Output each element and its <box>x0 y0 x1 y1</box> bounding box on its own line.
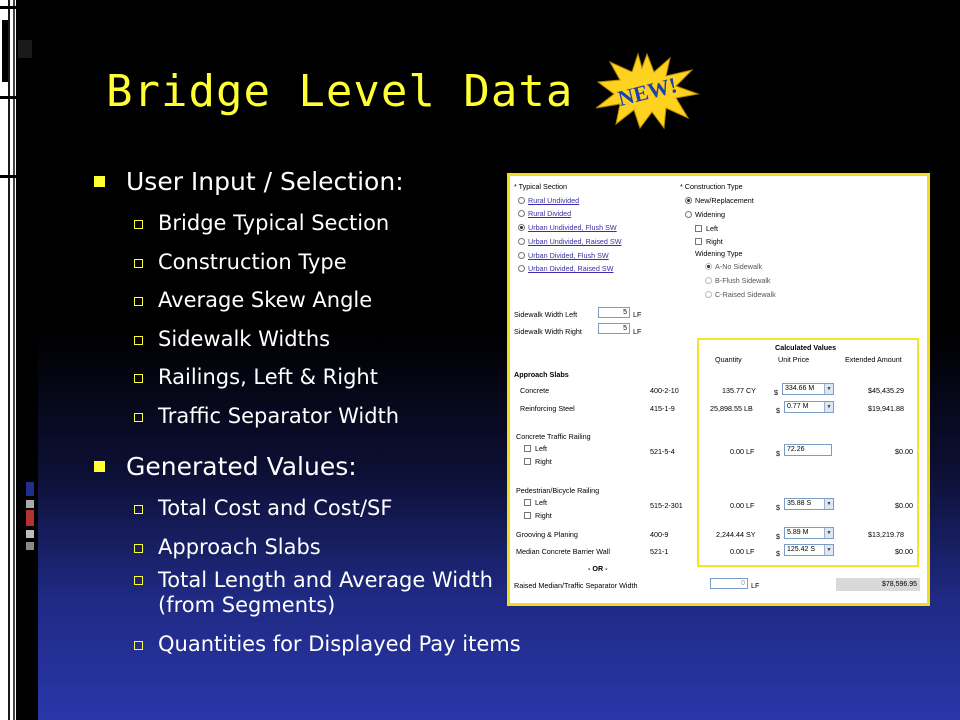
unit-price-input[interactable]: 72.26 <box>784 444 832 456</box>
row-name: Reinforcing Steel <box>520 404 575 413</box>
row-code: 515-2-301 <box>650 501 683 510</box>
bridge-form-screenshot <box>507 173 930 606</box>
checkbox-icon[interactable] <box>524 499 531 506</box>
unit-price-select[interactable]: 5.89 M ▼ <box>784 527 834 539</box>
separator-width-input[interactable]: 0 <box>710 578 748 589</box>
row-dollar: $ <box>776 406 780 415</box>
radio-selected-icon[interactable] <box>518 224 525 231</box>
checkbox-icon[interactable] <box>695 238 702 245</box>
unit-price-select[interactable]: 125.42 S ▼ <box>784 544 834 556</box>
radio-icon[interactable] <box>518 252 525 259</box>
typical-section-option[interactable]: Urban Divided, Flush SW <box>518 251 609 260</box>
col-extended-amount: Extended Amount <box>845 355 902 364</box>
radio-selected-icon[interactable] <box>705 263 712 270</box>
row-qty: 0.00 LF <box>730 547 755 556</box>
sidewalk-left-label: Sidewalk Width Left <box>514 310 578 319</box>
typical-section-option[interactable]: Rural Divided <box>518 209 571 218</box>
radio-icon[interactable] <box>705 277 712 284</box>
new-badge-text: NEW! <box>615 72 680 111</box>
radio-icon[interactable] <box>705 291 712 298</box>
separator-width-label: Raised Median/Traffic Separator Width <box>514 581 638 590</box>
checkbox-icon[interactable] <box>524 458 531 465</box>
widening-right-checkbox[interactable]: Right <box>695 237 723 246</box>
ped-left-checkbox[interactable]: Left <box>524 498 547 507</box>
unit-price-select[interactable]: 35.88 S ▼ <box>784 498 834 510</box>
section-heading-generated-values: Generated Values: <box>92 445 632 489</box>
radio-icon[interactable] <box>685 211 692 218</box>
typical-section-option[interactable]: Rural Undivided <box>518 196 579 205</box>
sidewalk-right-input[interactable]: 5 <box>598 323 630 334</box>
new-starburst-badge <box>594 52 700 130</box>
row-qty: 25,898.55 LB <box>710 404 753 413</box>
widening-type-label: Widening Type <box>695 249 743 258</box>
widening-type-option[interactable]: C-Raised Sidewalk <box>705 290 776 299</box>
row-amount: $0.00 <box>895 447 913 456</box>
slide-title-wrap <box>106 60 573 124</box>
chevron-down-icon[interactable]: ▼ <box>824 528 833 538</box>
row-dollar: $ <box>776 532 780 541</box>
checkbox-icon[interactable] <box>524 445 531 452</box>
approach-slabs-label: Approach Slabs <box>514 370 569 379</box>
typical-section-label: * Typical Section <box>514 182 568 191</box>
slide-title: Bridge Level Data <box>106 66 574 117</box>
row-qty: 0.00 LF <box>730 447 755 456</box>
radio-icon[interactable] <box>518 210 525 217</box>
sidewalk-right-label: Sidewalk Width Right <box>514 327 582 336</box>
list-item: Sidewalk Widths <box>92 320 632 359</box>
row-code: 521-5-4 <box>650 447 675 456</box>
ped-right-checkbox[interactable]: Right <box>524 511 552 520</box>
sidewalk-right-unit: LF <box>633 327 642 336</box>
widening-left-checkbox[interactable]: Left <box>695 224 718 233</box>
row-name: Grooving & Planing <box>516 530 578 539</box>
row-amount: $13,219.78 <box>868 530 904 539</box>
left-decorative-graphic <box>0 0 38 720</box>
row-code: 521-1 <box>650 547 669 556</box>
unit-price-select[interactable]: 0.77 M ▼ <box>784 401 834 413</box>
row-dollar: $ <box>776 503 780 512</box>
section-heading-user-input: User Input / Selection: <box>92 160 632 204</box>
list-item: Construction Type <box>92 243 632 282</box>
row-name: Median Concrete Barrier Wall <box>516 547 611 556</box>
row-code: 400-2-10 <box>650 386 679 395</box>
list-item: Traffic Separator Width <box>92 397 632 436</box>
sidewalk-left-unit: LF <box>633 310 642 319</box>
col-unit-price: Unit Price <box>778 355 810 364</box>
list-item: Quantities for Displayed Pay items <box>92 625 632 664</box>
row-code: 400-9 <box>650 530 669 539</box>
chevron-down-icon[interactable]: ▼ <box>824 384 833 394</box>
col-quantity: Quantity <box>715 355 742 364</box>
construction-type-option[interactable]: Widening <box>685 210 725 219</box>
separator-width-unit: LF <box>751 581 760 590</box>
list-item: Bridge Typical Section <box>92 204 632 243</box>
list-item: Total Cost and Cost/SF <box>92 489 632 528</box>
row-qty: 2,244.44 SY <box>716 530 756 539</box>
widening-type-option[interactable]: B-Flush Sidewalk <box>705 276 771 285</box>
unit-price-select[interactable]: 334.66 M ▼ <box>782 383 834 395</box>
list-item: Average Skew Angle <box>92 281 632 320</box>
row-name: Concrete Traffic Railing <box>516 432 591 441</box>
railing-right-checkbox[interactable]: Right <box>524 457 552 466</box>
radio-icon[interactable] <box>518 265 525 272</box>
construction-type-option[interactable]: New/Replacement <box>685 196 754 205</box>
row-dollar: $ <box>776 549 780 558</box>
row-qty: 0.00 LF <box>730 501 755 510</box>
row-dollar: $ <box>776 449 780 458</box>
total-amount: $78,596.95 <box>836 578 920 591</box>
row-name: Concrete <box>520 386 550 395</box>
sidewalk-left-input[interactable]: 5 <box>598 307 630 318</box>
list-item: Railings, Left & Right <box>92 358 632 397</box>
row-amount: $19,941.88 <box>868 404 904 413</box>
or-label: - OR - <box>588 564 608 573</box>
widening-type-option[interactable]: A-No Sidewalk <box>705 262 762 271</box>
row-code: 415-1-9 <box>650 404 675 413</box>
calc-title: Calculated Values <box>775 343 837 352</box>
radio-icon[interactable] <box>518 197 525 204</box>
row-amount: $45,435.29 <box>868 386 904 395</box>
row-name: Pedestrian/Bicycle Railing <box>516 486 600 495</box>
typical-section-option[interactable]: Urban Undivided, Flush SW <box>518 223 617 232</box>
chevron-down-icon[interactable]: ▼ <box>824 545 833 555</box>
typical-section-option[interactable]: Urban Divided, Raised SW <box>518 264 614 273</box>
radio-icon[interactable] <box>518 238 525 245</box>
chevron-down-icon[interactable]: ▼ <box>824 402 833 412</box>
row-amount: $0.00 <box>895 547 913 556</box>
list-item: Approach Slabs <box>92 528 632 567</box>
railing-left-checkbox[interactable]: Left <box>524 444 547 453</box>
row-amount: $0.00 <box>895 501 913 510</box>
checkbox-icon[interactable] <box>695 225 702 232</box>
list-item: Total Length and Average Width (from Segments) <box>92 566 522 625</box>
radio-selected-icon[interactable] <box>685 197 692 204</box>
row-qty: 135.77 CY <box>722 386 756 395</box>
checkbox-icon[interactable] <box>524 512 531 519</box>
typical-section-option[interactable]: Urban Undivided, Raised SW <box>518 237 621 246</box>
chevron-down-icon[interactable]: ▼ <box>824 499 833 509</box>
row-dollar: $ <box>774 388 778 397</box>
construction-type-label: * Construction Type <box>680 182 743 191</box>
